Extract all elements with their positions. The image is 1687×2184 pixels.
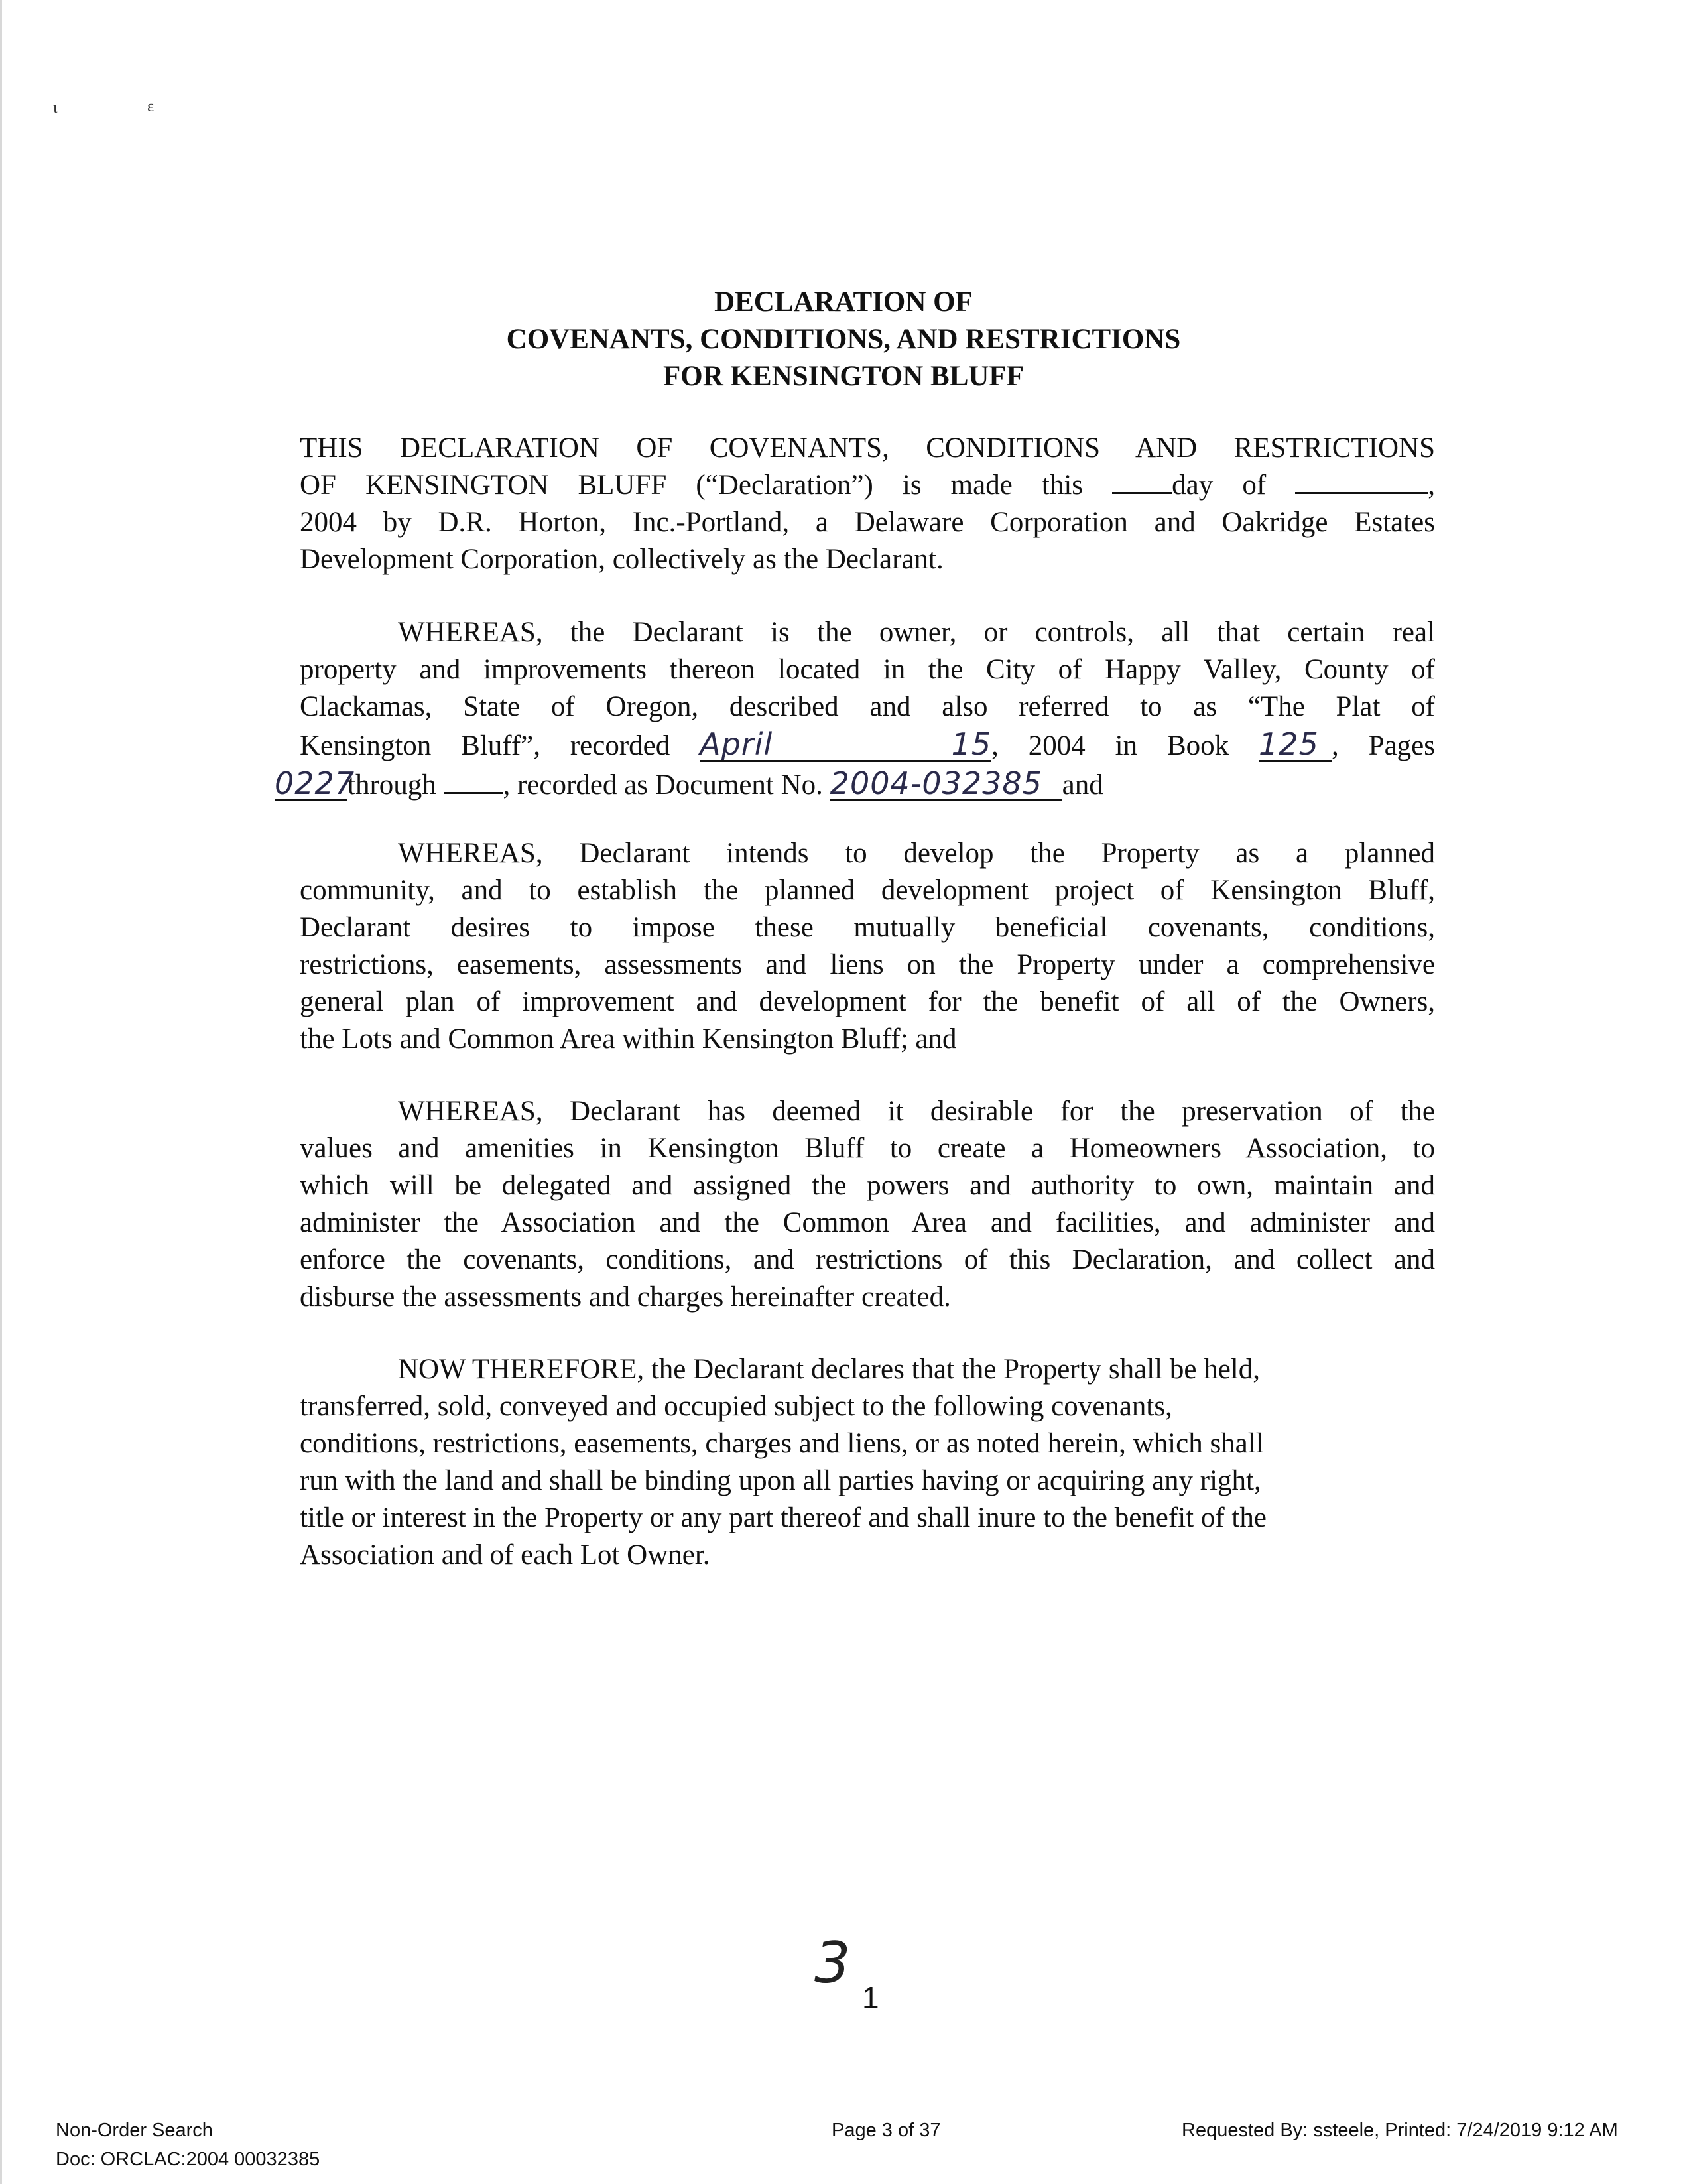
text-line: 2004 by D.R. Horton, Inc.-Portland, a Delaware Corporation and Oakridge Estates xyxy=(300,507,1435,538)
text-line: title or interest in the Property or any part thereof and shall inure to the benefit of the xyxy=(300,1502,1267,1533)
text-line xyxy=(300,467,1435,504)
paragraph-whereas-develop xyxy=(300,835,1435,1058)
text-line: the Lots and Common Area within Kensington Bluff; and xyxy=(300,1023,957,1055)
footer-search-type: Non-Order Search xyxy=(56,2120,213,2141)
text-line: conditions, restrictions, easements, charges and liens, or as noted herein, which shall xyxy=(300,1428,1264,1459)
title-line-3: FOR KENSINGTON BLUFF xyxy=(663,361,1024,392)
handwritten-book xyxy=(1259,726,1332,765)
text-span: , recorded as Document No. xyxy=(503,769,823,801)
text-line: general plan of improvement and development for the benefit of all of the Owners, xyxy=(300,986,1435,1017)
text-line: Clackamas, State of Oregon, described and also referred to as “The Plat of xyxy=(300,691,1435,722)
text-span: and xyxy=(1062,769,1103,801)
text-line xyxy=(300,1093,1435,1130)
text-line: community, and to establish the planned development project of Kensington Bluff, xyxy=(300,875,1435,906)
handwriting: 2004-032385 xyxy=(830,765,1042,801)
text-line: property and improvements thereon located in the City of Happy Valley, County of xyxy=(300,654,1435,685)
text-span: , Pages xyxy=(1332,730,1435,761)
text-span: Kensington Bluff”, recorded xyxy=(300,730,670,761)
text-line: transferred, sold, conveyed and occupied subject to the following covenants, xyxy=(300,1391,1172,1422)
scan-speck: ɛ xyxy=(147,98,155,115)
text-line: Development Corporation, collectively as the Declarant. xyxy=(300,544,944,575)
text-line: Declarant desires to impose these mutually beneficial covenants, conditions, xyxy=(300,912,1435,943)
paragraph-declaration-intro xyxy=(300,430,1435,578)
text-span: day of xyxy=(1172,470,1267,501)
text-line xyxy=(300,726,1435,765)
text-line: enforce the covenants, conditions, and restrictions of this Declaration, and collect and xyxy=(300,1244,1435,1275)
text-line: disburse the assessments and charges hereinafter created. xyxy=(300,1281,951,1313)
handwriting: 0227 xyxy=(275,765,355,801)
text-line xyxy=(300,614,1435,651)
text-span: NOW THEREFORE, the Declarant declares that the Property shall be held, xyxy=(398,1354,1260,1385)
paragraph-now-therefore xyxy=(300,1351,1435,1574)
title-line-2: COVENANTS, CONDITIONS, AND RESTRICTIONS xyxy=(506,324,1181,355)
text-span: through xyxy=(347,769,436,801)
handwriting: April 15 xyxy=(700,726,992,762)
scan-speck: ɩ xyxy=(53,99,58,117)
handwritten-document-no xyxy=(830,765,1062,804)
footer-doc-id: Doc: ORCLAC:2004 00032385 xyxy=(56,2149,320,2170)
text-line: administer the Association and the Common Area and facilities, and administer and xyxy=(300,1207,1435,1238)
text-line xyxy=(275,765,1435,804)
text-line: run with the land and shall be binding upon all parties having or acquiring any right, xyxy=(300,1465,1261,1496)
text-line xyxy=(300,835,1435,872)
paragraph-whereas-association xyxy=(300,1093,1435,1316)
handwriting: 125 xyxy=(1259,726,1319,762)
text-span: , xyxy=(1428,470,1436,501)
blank-month xyxy=(1295,467,1428,494)
handwritten-recorded-date xyxy=(700,726,991,765)
footer-requested-by: Requested By: ssteele, Printed: 7/24/2019 9:12 AM xyxy=(1182,2120,1618,2141)
paragraph-whereas-owner xyxy=(275,614,1435,804)
text-span: WHEREAS, Declarant has deemed it desirable for the preservation of the xyxy=(398,1096,1435,1127)
text-line: Association and of each Lot Owner. xyxy=(300,1539,710,1571)
blank-day xyxy=(1112,467,1172,494)
text-line xyxy=(300,1351,1435,1388)
text-line: THIS DECLARATION OF COVENANTS, CONDITIONS AND RESTRICTIONS xyxy=(300,432,1435,464)
page-number: 1 xyxy=(862,1980,879,2015)
text-line: values and amenities in Kensington Bluff to create a Homeowners Association, to xyxy=(300,1133,1435,1164)
document-title xyxy=(0,284,1687,395)
text-span: , 2004 in Book xyxy=(991,730,1229,761)
text-span: WHEREAS, Declarant intends to develop the Property as a planned xyxy=(398,838,1435,869)
handwritten-pages-start xyxy=(275,765,355,804)
text-line: which will be delegated and assigned the powers and authority to own, maintain and xyxy=(300,1170,1435,1201)
text-span: OF KENSINGTON BLUFF (“Declaration”) is made this xyxy=(300,470,1084,501)
handwritten-page-mark: 3 xyxy=(814,1930,851,1996)
title-line-1: DECLARATION OF xyxy=(714,287,973,318)
blank-pages-end xyxy=(444,767,503,794)
footer-page-count: Page 3 of 37 xyxy=(832,2120,941,2141)
text-span: WHEREAS, the Declarant is the owner, or controls, all that certain real xyxy=(398,617,1435,648)
text-line: restrictions, easements, assessments and liens on the Property under a comprehensive xyxy=(300,949,1435,980)
